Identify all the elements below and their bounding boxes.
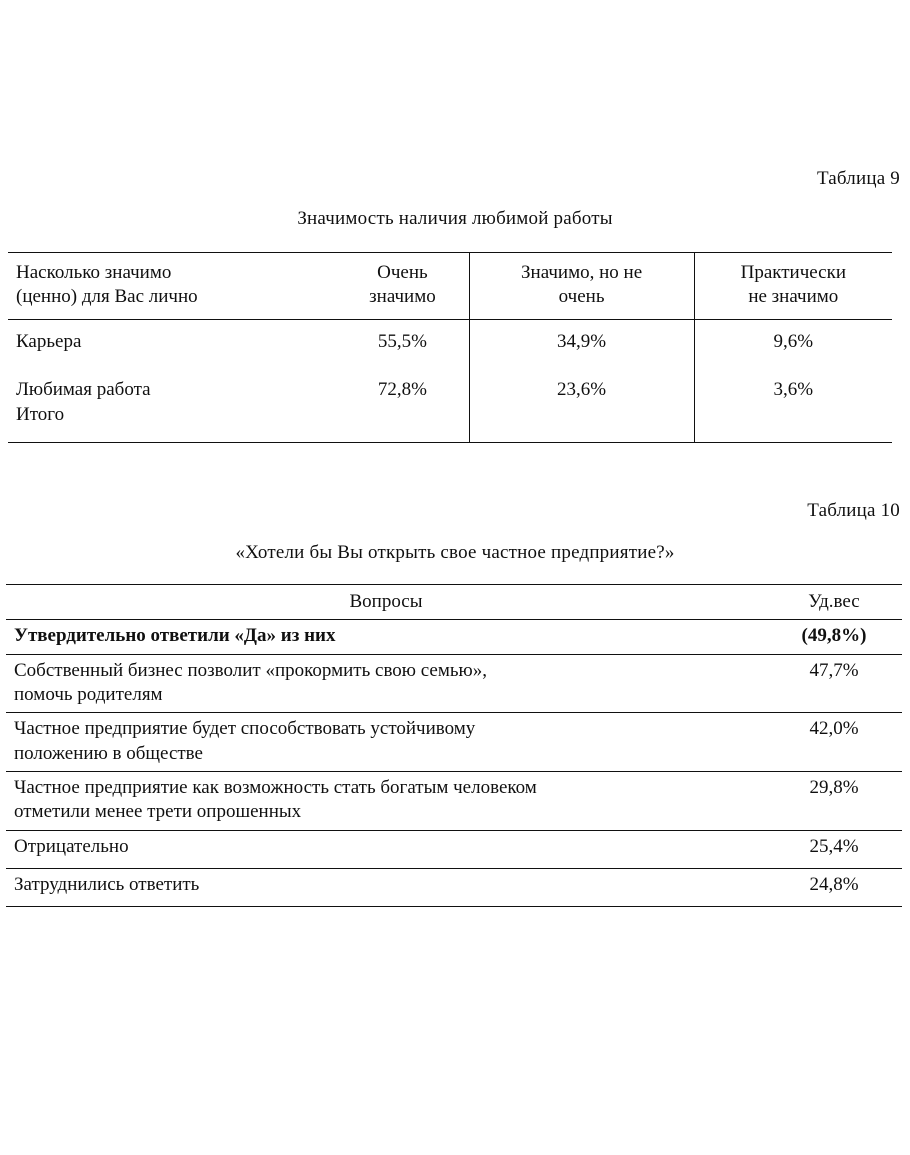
table9-row-low: 9,6% [694,319,892,368]
table10-row [6,713,902,772]
table10-row-question-line2: отметили менее трети опрошенных [14,801,302,823]
table9-header-low-line1: Практически [740,262,846,283]
table9-header-cell-medium [469,253,694,320]
table10-row-question: Собственный бизнес позволит «прокормить свою семью», [14,659,487,681]
table9-row-low: 3,6% [694,368,892,442]
table9-header-very-line2: значимо [369,285,436,307]
table9-header-medium-line2: очень [558,285,605,307]
table10-title: «Хотели бы Вы открыть свое частное предприятие?» [235,542,675,563]
table9-row-label: Любимая работа [16,379,151,401]
table9-header-low-line2: не значимо [748,285,839,307]
table9-row-very: 55,5% [377,330,427,352]
table10-row-question-line2: помочь родителям [14,683,163,705]
table9-header-criterion-line1: Насколько значимо [16,262,172,283]
table9 [8,252,892,443]
table10-row-question: Отрицательно [6,830,766,868]
table9-row-medium: 23,6% [469,368,694,442]
table10-row-value: 24,8% [766,868,902,906]
table9-caption: Таблица 9 [816,168,900,189]
table10-row-value: 42,0% [766,713,902,772]
table9-header-row [8,253,892,320]
table10-row [6,654,902,713]
table9-row [8,319,892,368]
table10-row [6,620,902,654]
table9-row-medium: 34,9% [469,319,694,368]
table10-header-questions: Вопросы [6,585,766,620]
table9-row-label: Карьера [16,330,82,352]
table10-row-value: 47,7% [766,654,902,713]
table9-header-very-line1: Очень [377,262,428,283]
table9-row-label-group [8,368,336,442]
table9-header-criterion-line2: (ценно) для Вас лично [16,285,198,307]
table9-row-total-label: Итого [16,403,65,425]
table10-row-question: Частное предприятие будет способствовать устойчивому [14,718,476,740]
table10 [6,584,902,907]
table10-row-question-group [6,771,766,830]
table10-row-question: Частное предприятие как возможность стать богатым человеком [14,776,537,798]
table10-row-question: Затруднились ответить [6,868,766,906]
table10-caption: Таблица 10 [807,500,900,521]
table10-row [6,771,902,830]
table10-row-value: 29,8% [766,771,902,830]
table10-row-question-line2: положению в обществе [14,742,203,764]
table10-row-value: (49,8%) [766,620,902,654]
table9-block [0,168,910,443]
table10-row-value: 25,4% [766,830,902,868]
table9-row [8,368,892,442]
table9-header-cell-criterion [8,253,336,320]
table9-row-very: 72,8% [336,368,469,442]
table10-block [0,500,910,907]
table9-header-cell-very [336,253,469,320]
table10-row [6,830,902,868]
table10-row-question: Утвердительно ответили «Да» из них [6,620,766,654]
table10-row [6,868,902,906]
table9-header-medium-line1: Значимо, но не [521,262,643,283]
table10-row-question-group [6,654,766,713]
table10-header-row [6,585,902,620]
table10-header-weight: Уд.вес [766,585,902,620]
table10-row-question-group [6,713,766,772]
table9-title: Значимость наличия любимой работы [297,208,613,229]
table9-header-cell-low [694,253,892,320]
